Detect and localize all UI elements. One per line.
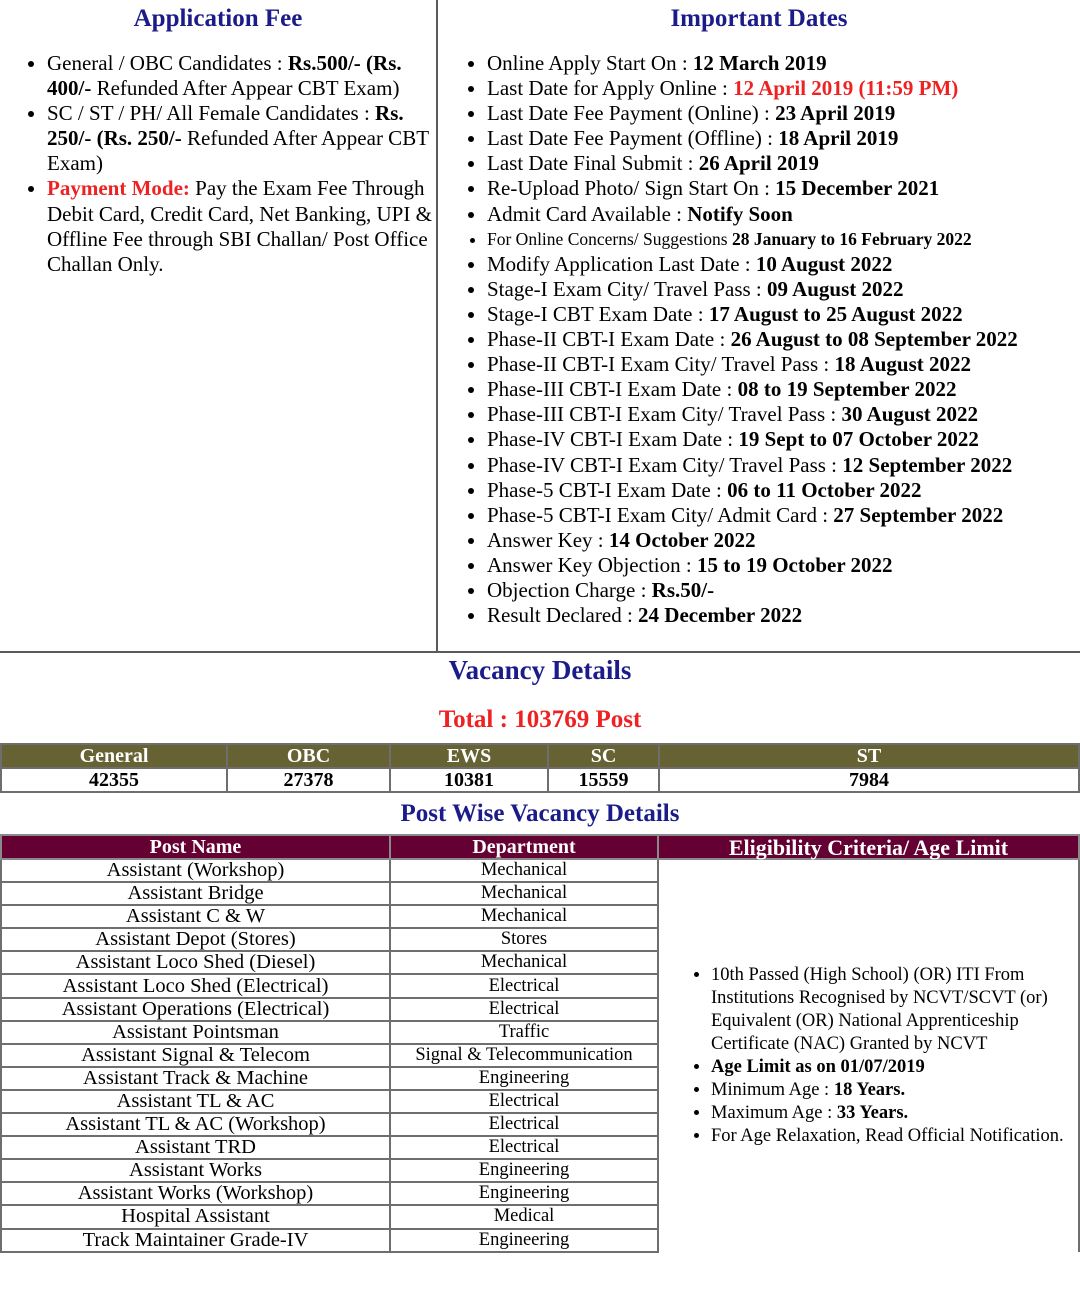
important-dates-panel <box>438 0 1080 651</box>
application-fee-title: Application Fee <box>133 5 303 32</box>
date-label: Answer Key Objection : <box>487 552 697 577</box>
date-label: Last Date Fee Payment (Offline) : <box>487 126 779 151</box>
date-item <box>487 402 1080 427</box>
eligibility-item <box>711 1102 1078 1125</box>
category-name: OBC <box>227 744 390 768</box>
date-label: Phase-II CBT-I Exam Date : <box>487 327 731 352</box>
date-item <box>487 453 1080 478</box>
date-label: Objection Charge : <box>487 577 652 602</box>
date-label: Phase-III CBT-I Exam City/ Travel Pass : <box>487 402 842 427</box>
post-name: Assistant Track & Machine <box>1 1067 390 1090</box>
eligibility-text: For Age Relaxation, Read Official Notification. <box>711 1125 1064 1146</box>
payment-mode-item <box>47 176 436 276</box>
department: Engineering <box>390 1229 658 1252</box>
date-value: 28 January to 16 February 2022 <box>732 228 972 249</box>
eligibility-list <box>659 964 1078 1148</box>
fee-label: SC / ST / PH/ All Female Candidates : <box>47 101 376 126</box>
eligibility-text: Maximum Age : <box>711 1102 837 1123</box>
category-count: 42355 <box>1 768 227 792</box>
post-name: Assistant C & W <box>1 905 390 928</box>
fee-note: Refunded After Appear CBT Exam) <box>91 76 400 101</box>
post-name: Assistant Pointsman <box>1 1021 390 1044</box>
fee-amount: Rs.500/- (Rs. 400/- <box>47 51 402 101</box>
post-name: Track Maintainer Grade-IV <box>1 1229 390 1252</box>
department: Electrical <box>390 998 658 1021</box>
date-value: 18 August 2022 <box>834 352 972 377</box>
eligibility-value: 18 Years. <box>833 1079 906 1100</box>
date-label: Modify Application Last Date : <box>487 251 756 276</box>
date-value: 09 August 2022 <box>767 276 904 301</box>
date-label: Phase-IV CBT-I Exam City/ Travel Pass : <box>487 452 843 477</box>
post-name: Hospital Assistant <box>1 1205 390 1228</box>
post-name: Assistant Works <box>1 1159 390 1182</box>
payment-mode-text: Pay the Exam Fee Through Debit Card, Credit Card, Net Banking, UPI & Offline Fee through SBI Challan/ Post Office Challan Only. <box>47 176 432 276</box>
date-value: 15 to 19 October 2022 <box>696 552 893 577</box>
date-value: 14 October 2022 <box>608 527 756 552</box>
eligibility-text: Minimum Age : <box>711 1079 834 1100</box>
category-name: General <box>1 744 227 768</box>
date-value: 19 Sept to 07 October 2022 <box>738 427 979 452</box>
important-dates-title: Important Dates <box>670 5 848 32</box>
date-value: 08 to 19 September 2022 <box>737 377 957 402</box>
eligibility-item <box>711 1079 1078 1102</box>
department: Mechanical <box>390 905 658 928</box>
post-table-header <box>1 835 1079 859</box>
category-name: ST <box>659 744 1079 768</box>
payment-mode-label: Payment Mode: <box>47 176 190 201</box>
date-value: 27 September 2022 <box>833 502 1004 527</box>
date-label: Phase-III CBT-I Exam Date : <box>487 377 738 402</box>
date-label: Phase-IV CBT-I Exam Date : <box>487 427 739 452</box>
post-name: Assistant TRD <box>1 1136 390 1159</box>
date-value: 26 August to 08 September 2022 <box>730 327 1018 352</box>
department: Electrical <box>390 1113 658 1136</box>
category-count: 10381 <box>390 768 548 792</box>
date-label: Phase-II CBT-I Exam City/ Travel Pass : <box>487 352 835 377</box>
department: Engineering <box>390 1182 658 1205</box>
fee-note: Refunded After Appear CBT Exam) <box>47 126 429 176</box>
date-label: Phase-5 CBT-I Exam Date : <box>487 477 728 502</box>
department: Traffic <box>390 1021 658 1044</box>
eligibility-item <box>711 1056 1078 1079</box>
category-header-row <box>1 744 1079 768</box>
date-value: 12 September 2022 <box>842 452 1013 477</box>
date-label: For Online Concerns/ Suggestions <box>487 228 732 249</box>
category-name: SC <box>548 744 659 768</box>
date-label: Online Apply Start On : <box>487 51 693 75</box>
fee-item <box>47 101 436 176</box>
date-label: Admit Card Available : <box>487 201 688 226</box>
date-item <box>487 51 1080 76</box>
fee-item <box>47 51 436 101</box>
date-item <box>487 427 1080 452</box>
department: Electrical <box>390 1136 658 1159</box>
category-vacancy-table <box>0 743 1080 793</box>
date-value: 06 to 11 October 2022 <box>727 477 922 502</box>
date-label: Last Date for Apply Online : <box>487 76 734 101</box>
date-item <box>487 478 1080 503</box>
date-item <box>487 76 1080 101</box>
post-name-header: Post Name <box>1 835 390 859</box>
department: Electrical <box>390 974 658 997</box>
post-name: Assistant (Workshop) <box>1 859 390 882</box>
date-label: Phase-5 CBT-I Exam City/ Admit Card : <box>487 502 834 527</box>
department: Mechanical <box>390 859 658 882</box>
eligibility-header: Eligibility Criteria/ Age Limit <box>658 835 1079 859</box>
category-count: 27378 <box>227 768 390 792</box>
date-value: Notify Soon <box>687 201 793 226</box>
eligibility-item <box>711 1125 1078 1148</box>
post-name: Assistant Depot (Stores) <box>1 928 390 951</box>
date-item <box>487 352 1080 377</box>
date-item <box>487 151 1080 176</box>
date-value: Rs.50/- <box>651 577 715 602</box>
date-label: Answer Key : <box>487 527 609 552</box>
date-label: Stage-I CBT Exam Date : <box>487 301 709 326</box>
date-value: 30 August 2022 <box>841 402 978 427</box>
post-name: Assistant Signal & Telecom <box>1 1044 390 1067</box>
category-name: EWS <box>390 744 548 768</box>
date-item <box>487 101 1080 126</box>
department: Electrical <box>390 1090 658 1113</box>
post-name: Assistant Works (Workshop) <box>1 1182 390 1205</box>
date-label: Re-Upload Photo/ Sign Start On : <box>487 176 776 201</box>
post-wise-title: Post Wise Vacancy Details <box>400 800 680 827</box>
date-item <box>487 377 1080 402</box>
date-value: 10 August 2022 <box>755 251 893 276</box>
post-wise-table <box>0 834 1080 1253</box>
date-label: Result Declared : <box>487 603 639 628</box>
date-item <box>487 227 1080 252</box>
post-name: Assistant Loco Shed (Electrical) <box>1 974 390 997</box>
table-row <box>1 859 1079 882</box>
date-item <box>487 528 1080 553</box>
department: Signal & Telecommunication <box>390 1044 658 1067</box>
date-item <box>487 176 1080 201</box>
post-name: Assistant Bridge <box>1 882 390 905</box>
post-name: Assistant TL & AC (Workshop) <box>1 1113 390 1136</box>
date-item <box>487 553 1080 578</box>
date-item <box>487 603 1080 628</box>
category-count: 7984 <box>659 768 1079 792</box>
date-label: Last Date Final Submit : <box>487 151 699 176</box>
date-value: 26 April 2019 <box>698 151 819 176</box>
department: Engineering <box>390 1159 658 1182</box>
department: Mechanical <box>390 951 658 974</box>
date-item <box>487 327 1080 352</box>
date-value: 12 April 2019 (11:59 PM) <box>733 76 959 101</box>
total-posts: Total : 103769 Post <box>438 706 642 733</box>
date-label: Stage-I Exam City/ Travel Pass : <box>487 276 767 301</box>
date-item <box>487 202 1080 227</box>
date-value: 15 December 2021 <box>775 176 940 201</box>
post-name: Assistant TL & AC <box>1 1090 390 1113</box>
date-value: 12 March 2019 <box>692 51 827 75</box>
vacancy-details-title: Vacancy Details <box>448 655 632 685</box>
date-value: 17 August to 25 August 2022 <box>708 301 963 326</box>
date-item <box>487 126 1080 151</box>
important-dates-list <box>438 51 1080 628</box>
eligibility-value: 33 Years. <box>836 1102 909 1123</box>
fee-label: General / OBC Candidates : <box>47 51 288 75</box>
date-value: 23 April 2019 <box>775 101 896 126</box>
category-count: 15559 <box>548 768 659 792</box>
department: Medical <box>390 1205 658 1228</box>
application-fee-panel <box>0 0 438 651</box>
eligibility-cell <box>658 859 1079 1252</box>
eligibility-value: Age Limit as on 01/07/2019 <box>711 1056 925 1077</box>
date-value: 24 December 2022 <box>638 603 803 628</box>
department: Stores <box>390 928 658 951</box>
application-fee-list <box>0 51 436 277</box>
department: Engineering <box>390 1067 658 1090</box>
date-value: 18 April 2019 <box>778 126 899 151</box>
date-item <box>487 578 1080 603</box>
date-item <box>487 302 1080 327</box>
date-item <box>487 503 1080 528</box>
category-count-row <box>1 768 1079 792</box>
date-label: Last Date Fee Payment (Online) : <box>487 101 776 126</box>
post-name: Assistant Operations (Electrical) <box>1 998 390 1021</box>
department-header: Department <box>390 835 658 859</box>
date-item <box>487 252 1080 277</box>
fee-amount: Rs. 250/- (Rs. 250/- <box>47 101 404 151</box>
department: Mechanical <box>390 882 658 905</box>
post-name: Assistant Loco Shed (Diesel) <box>1 951 390 974</box>
date-item <box>487 277 1080 302</box>
eligibility-item <box>711 964 1078 1056</box>
eligibility-text: 10th Passed (High School) (OR) ITI From Institutions Recognised by NCVT/SCVT (or) Equivalent (OR) National Apprenticeship Certificate (NAC) Granted by NCVT <box>711 964 1048 1054</box>
